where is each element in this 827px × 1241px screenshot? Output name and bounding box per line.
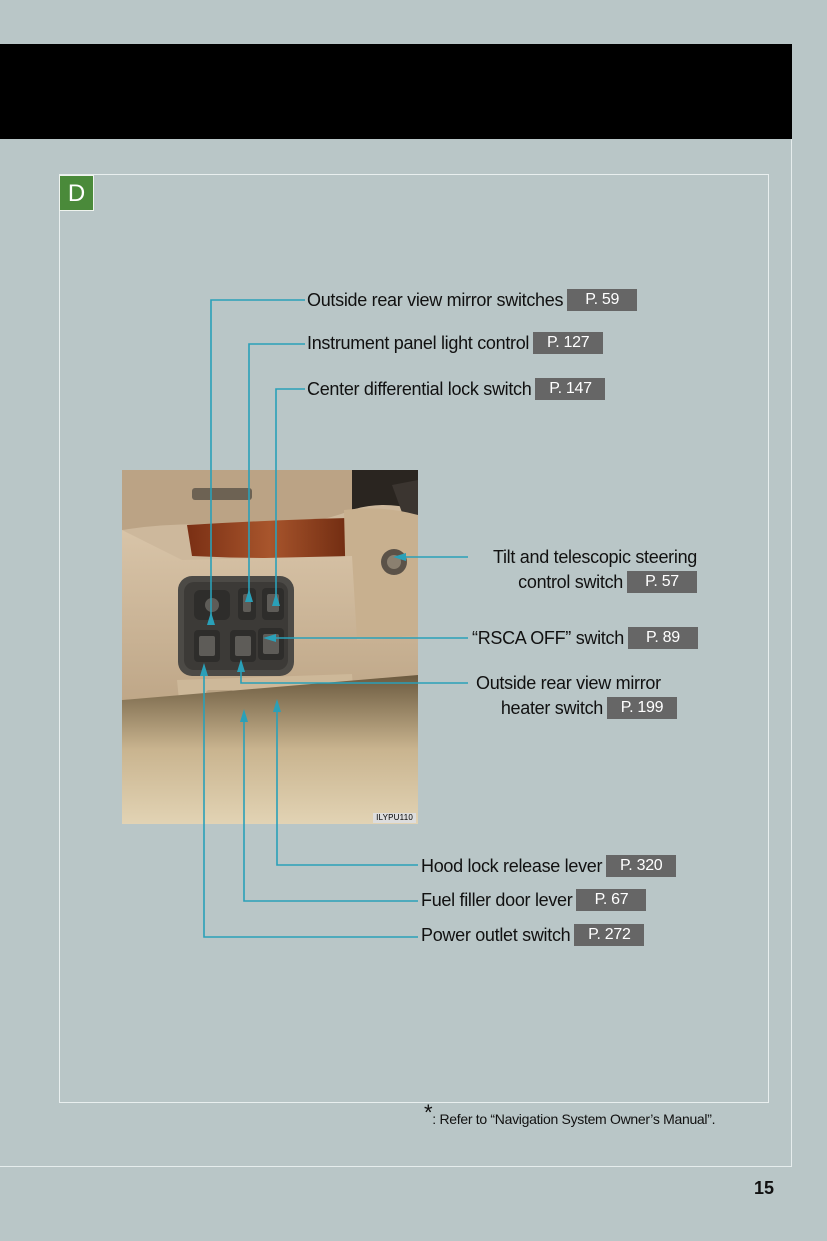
callout-fuel-door <box>421 889 646 911</box>
callout-tilt-steering <box>470 546 697 593</box>
callout-label-line2: control switch <box>518 572 623 592</box>
callout-label-line1: Outside rear view mirror <box>476 673 661 693</box>
page-ref-link[interactable]: P. 59 <box>567 289 637 311</box>
page-ref-link[interactable]: P. 199 <box>607 697 677 719</box>
footnote <box>424 1100 716 1134</box>
callout-label: Fuel filler door lever <box>421 890 573 910</box>
callout-label: “RSCA OFF” switch <box>472 628 624 648</box>
dashboard-photo-illustration <box>122 470 418 824</box>
page-ref-link[interactable]: P. 67 <box>576 889 646 911</box>
section-badge: D <box>59 175 94 211</box>
page-ref-link[interactable]: P. 57 <box>627 571 697 593</box>
page-number: 15 <box>754 1178 775 1198</box>
footnote-text: : Refer to “Navigation System Owner’s Manual”. <box>432 1111 716 1127</box>
callout-mirror-switches <box>307 289 637 311</box>
page-ref-link[interactable]: P. 89 <box>628 627 698 649</box>
callout-center-diff <box>307 378 605 400</box>
callout-label: Instrument panel light control <box>307 333 530 353</box>
callout-label: Center differential lock switch <box>307 379 532 399</box>
page-ref-link[interactable]: P. 320 <box>606 855 676 877</box>
callout-rsca-off <box>472 627 698 649</box>
callout-label-line2: heater switch <box>500 698 603 718</box>
page-ref-link[interactable]: P. 272 <box>574 924 644 946</box>
page-ref-link[interactable]: P. 147 <box>535 378 605 400</box>
callout-mirror-heater <box>470 672 677 719</box>
callout-label: Hood lock release lever <box>421 856 603 876</box>
page-ref-link[interactable]: P. 127 <box>533 332 603 354</box>
footnote-star: * <box>424 1100 433 1125</box>
photo-code: ILYPU110 <box>373 813 416 823</box>
callout-power-outlet <box>421 924 644 946</box>
callout-label-line1: Tilt and telescopic steering <box>492 547 697 567</box>
callout-label: Power outlet switch <box>421 925 571 945</box>
header-bar <box>0 44 792 139</box>
callout-label: Outside rear view mirror switches <box>307 290 564 310</box>
callout-panel-light <box>307 332 603 354</box>
dashboard-photo <box>122 470 418 824</box>
callout-hood-lock <box>421 855 676 877</box>
